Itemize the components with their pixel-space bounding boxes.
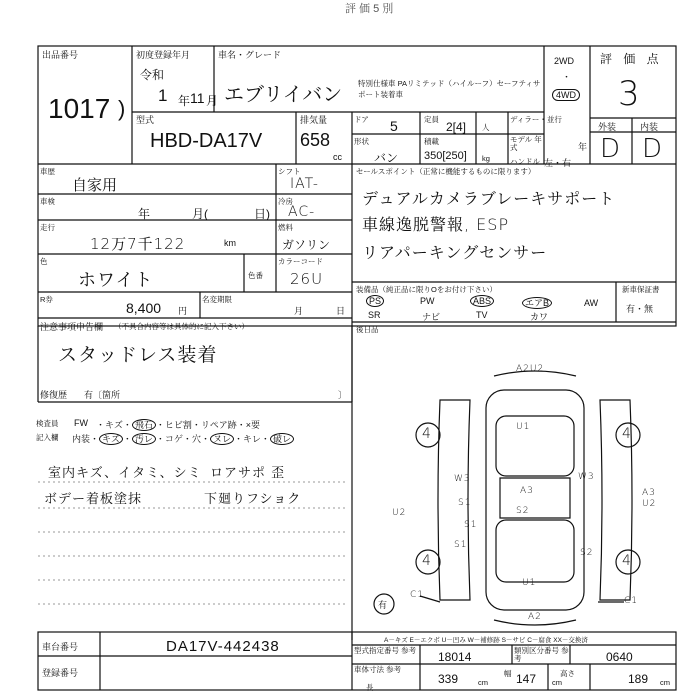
inspector-note-4: 下廻りフショク bbox=[204, 492, 302, 507]
shape-value: バン bbox=[374, 151, 399, 165]
tire-rr: 4 bbox=[622, 553, 632, 569]
load-label: 積載 bbox=[424, 137, 439, 146]
history-value: 自家用 bbox=[72, 177, 118, 194]
after-parts-label: 後日品 bbox=[356, 325, 379, 334]
color-code-label: カラーコード bbox=[278, 257, 323, 266]
displacement-unit: cc bbox=[333, 152, 342, 162]
inspector-line2: 内装・ キズ ・ 汚レ ・コゲ・穴・ ヌレ ・キレ・ 破レ bbox=[72, 432, 294, 445]
sales-point-3: リアパーキングセンサー bbox=[362, 243, 548, 262]
inspector-label-2: 記入欄 bbox=[36, 433, 59, 442]
damage-w3-left: W3 bbox=[454, 474, 471, 484]
fuel-value: ガソリン bbox=[282, 238, 331, 252]
width-label: 幅 bbox=[504, 669, 512, 678]
registration-era: 令和 bbox=[140, 68, 165, 82]
vehicle-grade: 特別仕様車 PAリミテッド（ハイルーフ）セーフティサポート装着車 bbox=[358, 79, 541, 99]
registration-year: 1 bbox=[158, 86, 168, 105]
equipment-label: 装備品（純正品に限りOをお付け下さい） bbox=[356, 285, 497, 294]
repair-label: 修復歴 bbox=[40, 390, 68, 400]
displacement-value: 658 bbox=[300, 130, 331, 150]
damage-legend: A－キズ E－エクボ U－凹み W－補修跡 S－サビ C－腐食 XX－交換済 bbox=[384, 637, 588, 644]
inspector-note-2: ボデー着板塗抹 bbox=[44, 492, 143, 507]
length-label: 車体寸法 参考 bbox=[354, 665, 402, 674]
registration-year-unit: 年 bbox=[178, 94, 191, 108]
registration-month: 11 bbox=[190, 90, 205, 106]
equip-tv: TV bbox=[476, 310, 488, 320]
capacity-value: 2[4] bbox=[446, 120, 467, 134]
name-change-label: 名変期限 bbox=[202, 295, 232, 304]
tire-fl: 4 bbox=[422, 426, 432, 442]
type-no-value: 18014 bbox=[438, 650, 472, 664]
ac-label: 冷房 bbox=[278, 197, 293, 206]
chassis-label: 車台番号 bbox=[42, 642, 79, 652]
shift-value: IAT- bbox=[290, 176, 319, 192]
recycle-label: R券 bbox=[40, 295, 53, 304]
equip-abs: ABS bbox=[470, 296, 494, 306]
damage-u1-top: U1 bbox=[516, 422, 531, 432]
inspector-label-1: 検査員 bbox=[36, 419, 59, 428]
lot-label: 出品番号 bbox=[42, 50, 79, 60]
class-no-value: 0640 bbox=[606, 650, 633, 664]
width-unit: cm bbox=[552, 678, 562, 687]
name-change-day: 日 bbox=[336, 306, 346, 316]
sales-point-2: 車線逸脱警報, ESP bbox=[362, 215, 510, 234]
color-label: 色 bbox=[40, 257, 48, 266]
damage-a2u2: A2U2 bbox=[516, 364, 545, 374]
length-sub: 長 bbox=[366, 683, 374, 692]
damage-a3: A3 bbox=[520, 486, 534, 496]
vehicle-name: エブリイバン bbox=[224, 84, 343, 106]
inspector-note-1: 室内キズ、イタミ、シミ bbox=[48, 466, 202, 481]
spare-tire: 有 bbox=[378, 601, 389, 611]
mileage-label: 走行 bbox=[40, 223, 55, 232]
damage-a2-bottom: A2 bbox=[528, 612, 542, 622]
recycle-value: 8,400 bbox=[126, 300, 162, 316]
mileage-value: 12万7千122 bbox=[90, 235, 186, 253]
capacity-unit: 人 bbox=[482, 123, 490, 132]
equip-navi: ナビ bbox=[422, 312, 441, 322]
damage-c1-left: C1 bbox=[410, 590, 425, 600]
tire-rl: 4 bbox=[422, 553, 432, 569]
damage-u1-bottom: U1 bbox=[522, 578, 537, 588]
length-unit: cm bbox=[478, 678, 488, 687]
repair-end: 〕 bbox=[338, 390, 348, 400]
shaken-label: 車検 bbox=[40, 197, 55, 206]
color-no-label: 色番 bbox=[248, 271, 263, 280]
damage-s1-a: S1 bbox=[458, 498, 472, 508]
shaken-month: 月( bbox=[192, 207, 208, 221]
handle-value: 左・右 bbox=[544, 158, 572, 168]
width-value: 147 bbox=[516, 672, 537, 686]
notes-content: スタッドレス装着 bbox=[58, 344, 218, 366]
load-unit: kg bbox=[482, 154, 490, 163]
color-value: ホワイト bbox=[78, 270, 154, 291]
type-no-label: 型式指定番号 参考 bbox=[354, 646, 417, 655]
capacity-label: 定員 bbox=[424, 115, 439, 124]
class-no-label: 類別区分番号 参考 bbox=[514, 646, 569, 663]
door-label: ドア bbox=[354, 115, 369, 124]
fuel-label: 燃料 bbox=[278, 223, 293, 232]
equip-ps: PS bbox=[366, 296, 384, 306]
notes-label: 注意事項申告欄 bbox=[40, 322, 104, 332]
reg-label: 登録番号 bbox=[42, 668, 79, 678]
repair-value: 有〔箇所 bbox=[84, 390, 121, 400]
ac-value: AC- bbox=[288, 204, 316, 220]
interior-label: 内装 bbox=[640, 122, 659, 132]
displacement-label: 排気量 bbox=[300, 115, 328, 125]
model-label: 型式 bbox=[136, 115, 155, 125]
door-value: 5 bbox=[390, 118, 398, 134]
dealer-label: ディラー・並行 bbox=[510, 115, 562, 124]
vehicle-name-label: 車名・グレード bbox=[218, 50, 282, 60]
length-value: 339 bbox=[438, 672, 459, 686]
damage-c1-right: C1 bbox=[624, 596, 639, 606]
shift-label: シフト bbox=[278, 167, 301, 176]
damage-s1-b: S1 bbox=[464, 520, 478, 530]
damage-s1-c: S1 bbox=[454, 540, 468, 550]
drive-2wd: 2WD bbox=[554, 56, 574, 66]
shaken-year: 年 bbox=[138, 207, 151, 221]
registration-month-unit: 月 bbox=[206, 94, 219, 108]
equip-sr: SR bbox=[368, 310, 381, 320]
equip-airbag: エアB bbox=[522, 296, 552, 309]
model-year-label: モデル 年式 bbox=[510, 135, 542, 152]
height-label: 高さ bbox=[560, 669, 575, 678]
exterior-score: D bbox=[600, 134, 622, 164]
height-unit: cm bbox=[660, 678, 670, 687]
drive-separator: ・ bbox=[562, 72, 572, 82]
evaluation-score: 3 bbox=[618, 74, 641, 114]
shaken-day: 日) bbox=[254, 207, 270, 221]
lot-number: 1017 bbox=[48, 93, 111, 124]
registration-label: 初度登録年月 bbox=[136, 50, 191, 60]
height-value: 189 bbox=[628, 672, 649, 686]
inspector-note-3: ロアサポ 歪 bbox=[210, 466, 286, 481]
recycle-unit: 円 bbox=[178, 306, 188, 316]
equip-aw: AW bbox=[584, 298, 599, 308]
inspector-fw: FW bbox=[74, 418, 88, 428]
evaluation-label: 評 価 点 bbox=[600, 52, 663, 66]
name-change-month: 月 bbox=[294, 306, 304, 316]
sales-points-label: セールスポイント（正常に機能するものに限ります） bbox=[356, 167, 536, 176]
load-value: 350[250] bbox=[424, 150, 467, 162]
mileage-unit: km bbox=[224, 238, 236, 248]
shape-label: 形状 bbox=[354, 137, 369, 146]
warranty-label: 新車保証書 bbox=[622, 285, 660, 294]
damage-s2-right: S2 bbox=[580, 548, 594, 558]
exterior-label: 外装 bbox=[598, 122, 617, 132]
damage-w3-right: W3 bbox=[578, 472, 595, 482]
model-value: HBD-DA17V bbox=[150, 130, 263, 152]
sales-point-1: デュアルカメラブレーキサポート bbox=[362, 189, 616, 208]
color-code-value: 26U bbox=[290, 270, 324, 288]
tire-fr: 4 bbox=[622, 426, 632, 442]
history-label: 車歴 bbox=[40, 167, 55, 176]
damage-s2: S2 bbox=[516, 506, 530, 516]
lot-number-bracket: ) bbox=[118, 96, 126, 121]
handle-label: ハンドル bbox=[510, 157, 540, 166]
damage-a3u2-right: A3 U2 bbox=[642, 488, 657, 509]
chassis-value: DA17V-442438 bbox=[166, 638, 280, 655]
warranty-value: 有・無 bbox=[626, 304, 654, 314]
interior-score: D bbox=[642, 134, 664, 164]
header-scrawl: 評 価 5 別 bbox=[345, 3, 394, 15]
model-year-value: 年 bbox=[578, 142, 588, 152]
equip-pw: PW bbox=[420, 296, 435, 306]
equip-leather: カワ bbox=[530, 312, 549, 322]
notes-sub: （不具合内容等は具体的に記入下さい） bbox=[114, 322, 249, 331]
inspector-line1: ・キズ・ 飛石 ・ヒビ割・リペア跡・×要 bbox=[96, 420, 261, 430]
drive-4wd: 4WD bbox=[552, 90, 580, 100]
damage-u2-left: U2 bbox=[392, 508, 407, 518]
